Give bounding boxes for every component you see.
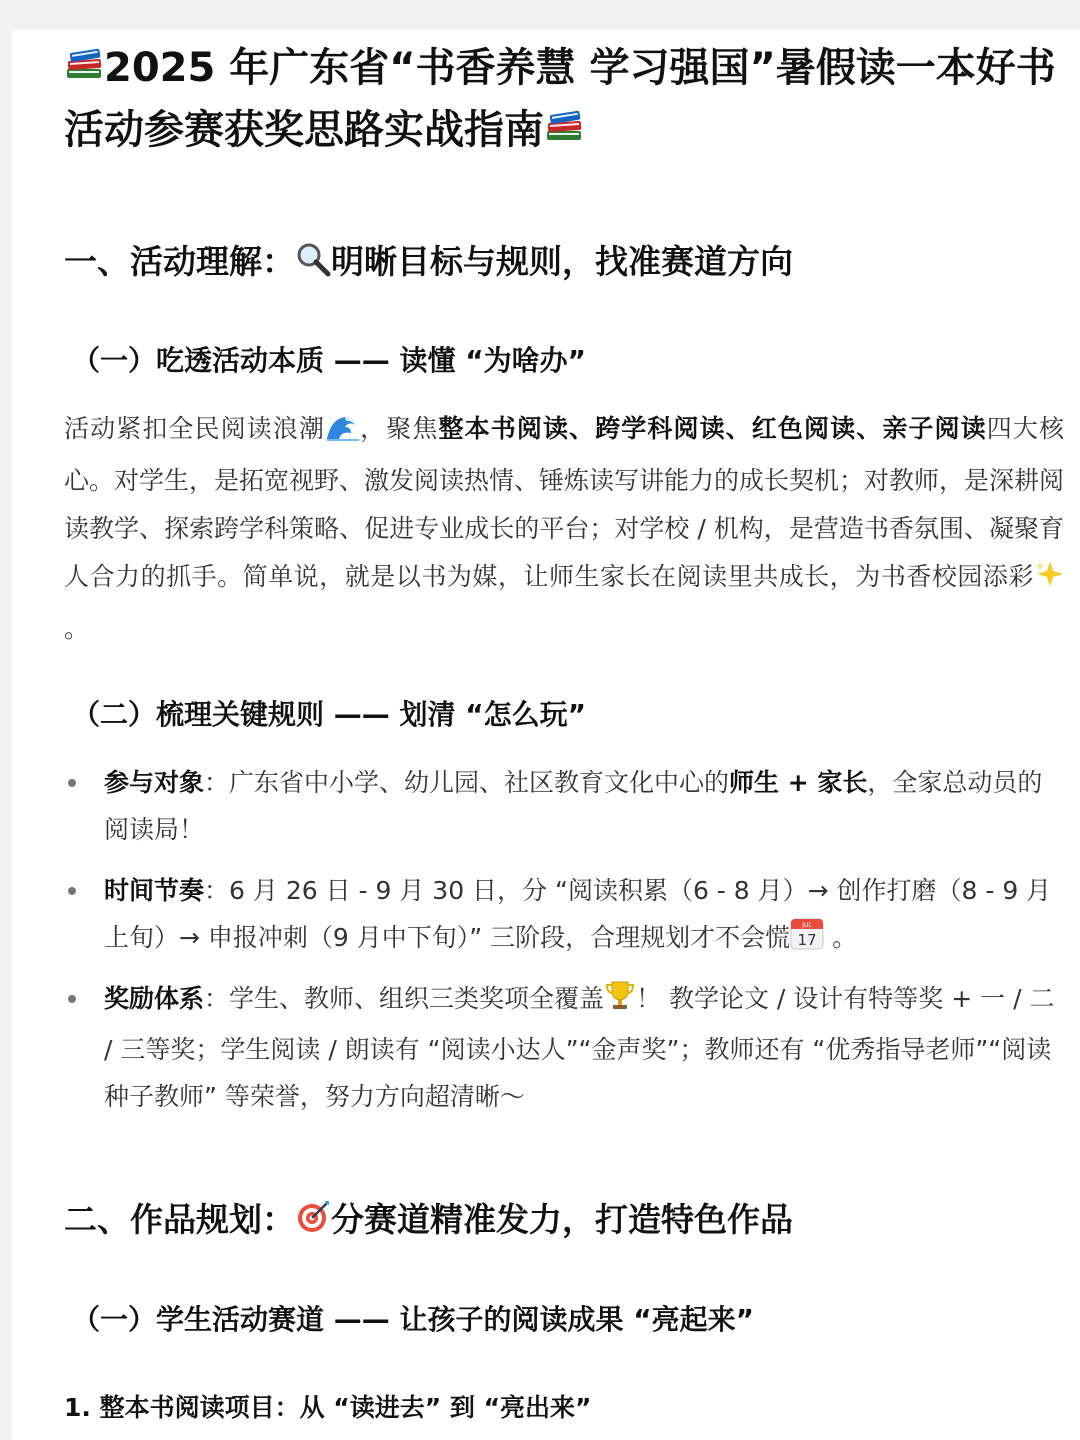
page-title (64, 38, 1064, 162)
list-item: 参与对象：广东省中小学、幼儿园、社区教育文化中心的师生 + 家长，全家总动员的阅读局！ (64, 759, 1064, 853)
subsection-heading: （一）学生活动赛道 —— 让孩子的阅读成果 “亮起来” (72, 1303, 755, 1336)
calendar-month: JUL (802, 922, 812, 929)
subsection-heading: （二）梳理关键规则 —— 划清 “怎么玩” (72, 698, 587, 731)
content (64, 38, 1064, 1428)
list-item: 时间节奏：6 月 26 日 - 9 月 30 日，分 “阅读积累（6 - 8 月）→ 创作打磨（8 - 9 月上旬）→ 申报冲刺（9 月中下旬）” 三阶段，合理规划才不会慌 JUL 17 。 (64, 867, 1064, 961)
section-heading-1 (64, 240, 1064, 288)
bold-phrase: 整本书阅读、跨学科阅读、红色阅读、亲子阅读 (438, 414, 987, 443)
section-label: 一、活动理解： (64, 242, 295, 281)
section-heading-2 (64, 1198, 1064, 1246)
wave-icon (325, 409, 359, 457)
rules-list (64, 759, 1064, 1120)
document-page (12, 30, 1080, 1440)
trophy-icon (604, 979, 636, 1026)
section-heading-text: 明晰目标与规则，找准赛道方向 (331, 242, 793, 281)
subsection-heading: （一）吃透活动本质 —— 读懂 “为啥办” (72, 344, 587, 377)
books-icon (544, 102, 584, 162)
magnifier-icon (295, 241, 331, 288)
section-heading-text: 分赛道精准发力，打造特色作品 (331, 1200, 793, 1239)
numbered-item-heading: 1. 整本书阅读项目：从 “读进去” 到 “亮出来” (64, 1393, 592, 1422)
title-text: 2025 年广东省“书香养慧 学习强国”暑假读一本好书活动参赛获奖思路实战指南 (64, 45, 1056, 153)
calendar-icon (790, 916, 824, 950)
target-icon (295, 1199, 331, 1246)
sparkles-icon (1034, 557, 1064, 605)
calendar-day: 17 (797, 931, 817, 949)
list-item: 奖励体系：学生、教师、组织三类奖项全覆盖 ！ 教学论文 / 设计有特等奖 + 一 / 二 / 三等奖；学生阅读 / 朗读有 “阅读小达人”“金声奖”；教师还有 “优秀指导老师”“阅读种子教师” 等荣誉，努力方向超清晰～ (64, 975, 1064, 1120)
intro-paragraph: 活动紧扣全民阅读浪潮 ，聚焦整本书阅读、跨学科阅读、红色阅读、亲子阅读四大核心。对学生，是拓宽视野、激发阅读热情、锤炼读写讲能力的成长契机；对教师，是深耕阅读教学、探索跨学科策略、促进专业成长的平台；对学校 / 机构，是营造书香氛围、凝聚育人合力的抓手。简单说，就是以书为媒，让师生家长在阅读里共成长，为书香校园添彩 。 (64, 405, 1064, 653)
section-label: 二、作品规划： (64, 1200, 295, 1239)
books-icon (64, 40, 104, 100)
